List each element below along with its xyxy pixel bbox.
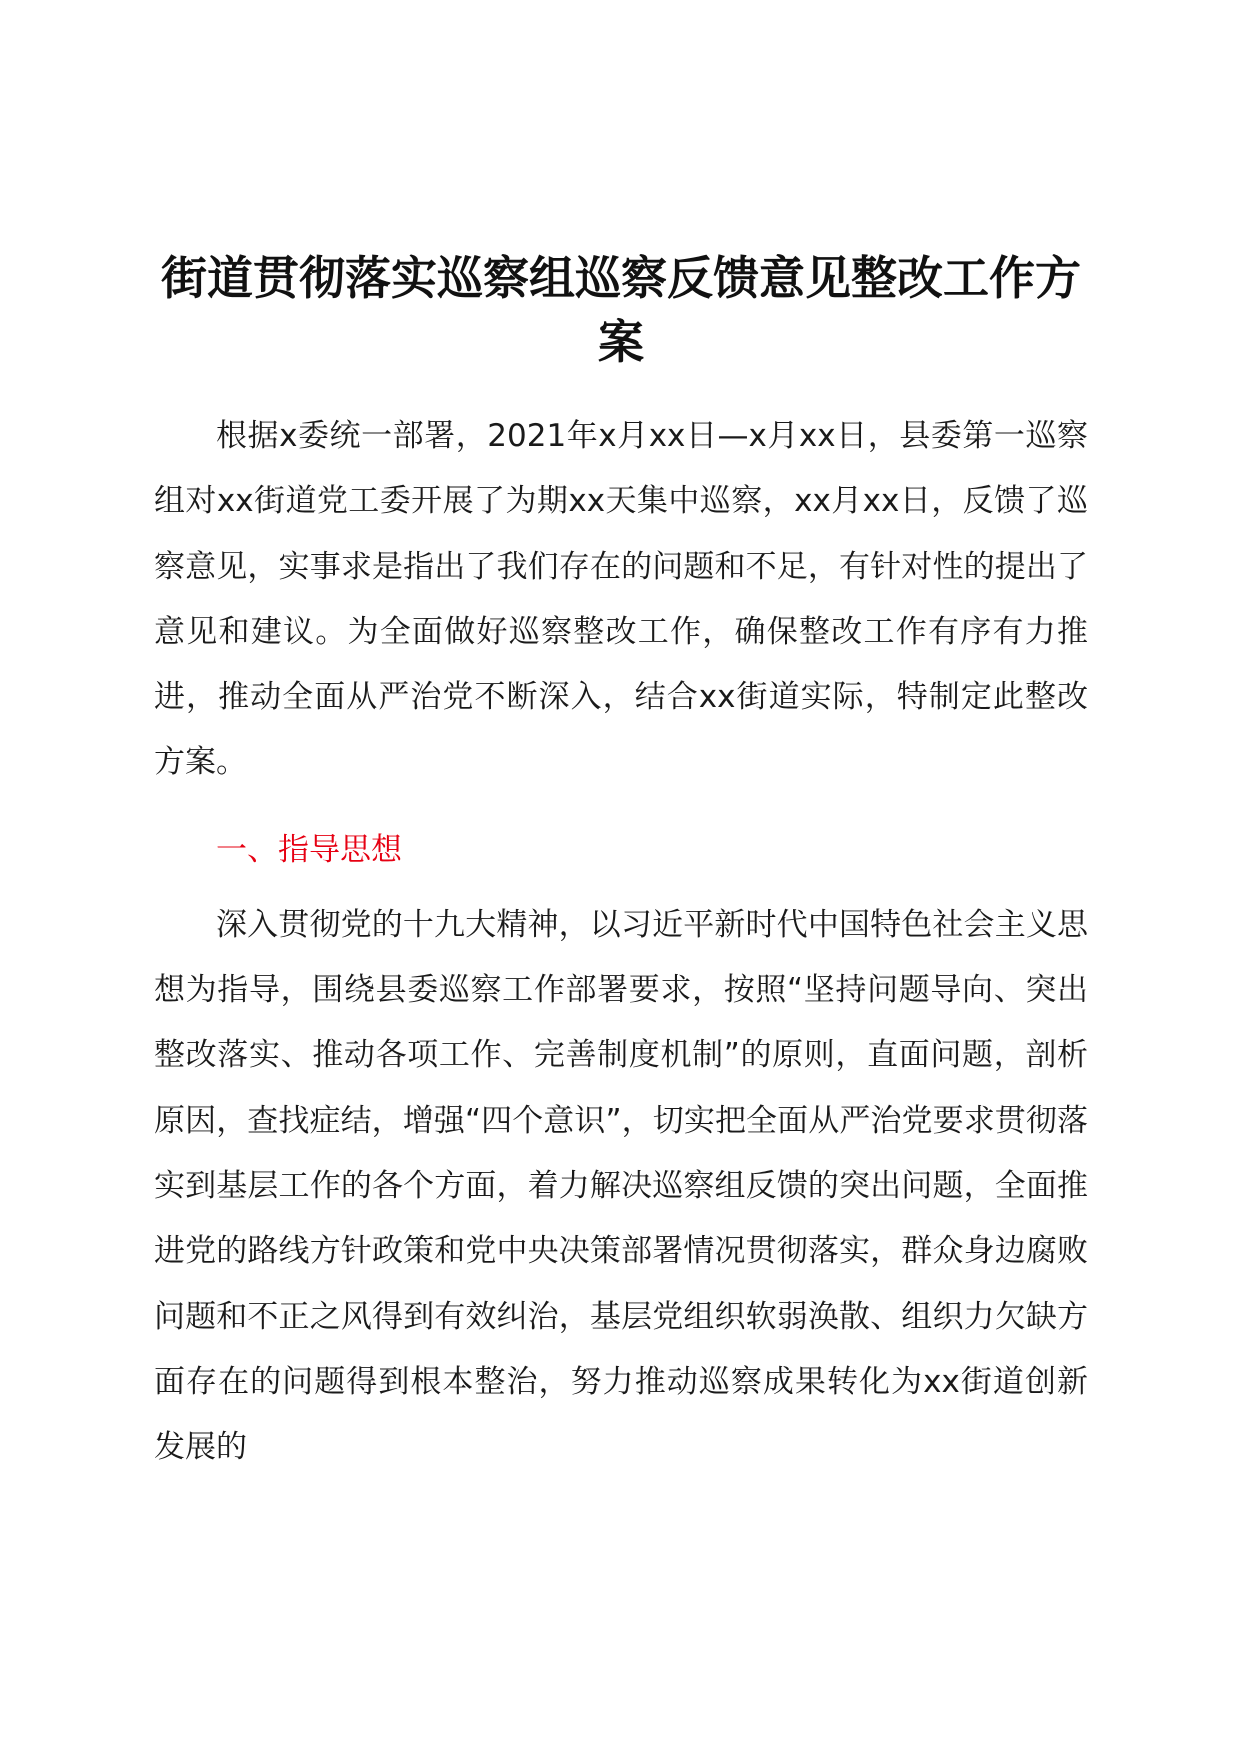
document-title: 街道贯彻落实巡察组巡察反馈意见整改工作方案 [161,251,1081,369]
section-body-paragraph: 深入贯彻党的十九大精神，以习近平新时代中国特色社会主义思想为指导，围绕县委巡察工作部署要求，按照“坚持问题导向、突出整改落实、推动各项工作、完善制度机制”的原则，直面问题，剖析原因，查找症结，增强“四个意识”，切实把全面从严治党要求贯彻落实到基层工作的各个方面，着力解决巡察组反馈的突出问题，全面推进党的路线方针政策和党中央决策部署情况贯彻落实，群众身边腐败问题和不正之风得到有效纠治，基层党组织软弱涣散、组织力欠缺方面存在的问题得到根本整治，努力推动巡察成果转化为xx街道创新发展的 [154,906,1088,1466]
section-guiding-ideology [154,818,1088,1481]
intro-paragraph: 根据x委统一部署，2021年x月xx日—x月xx日，县委第一巡察组对xx街道党工委开展了为期xx天集中巡察，xx月xx日，反馈了巡察意见，实事求是指出了我们存在的问题和不足，有针对性的提出了意见和建议。为全面做好巡察整改工作，确保整改工作有序有力推进，推动全面从严治党不断深入，结合xx街道实际，特制定此整改方案。 [154,418,1088,781]
section-heading: 一、指导思想 [216,831,402,868]
